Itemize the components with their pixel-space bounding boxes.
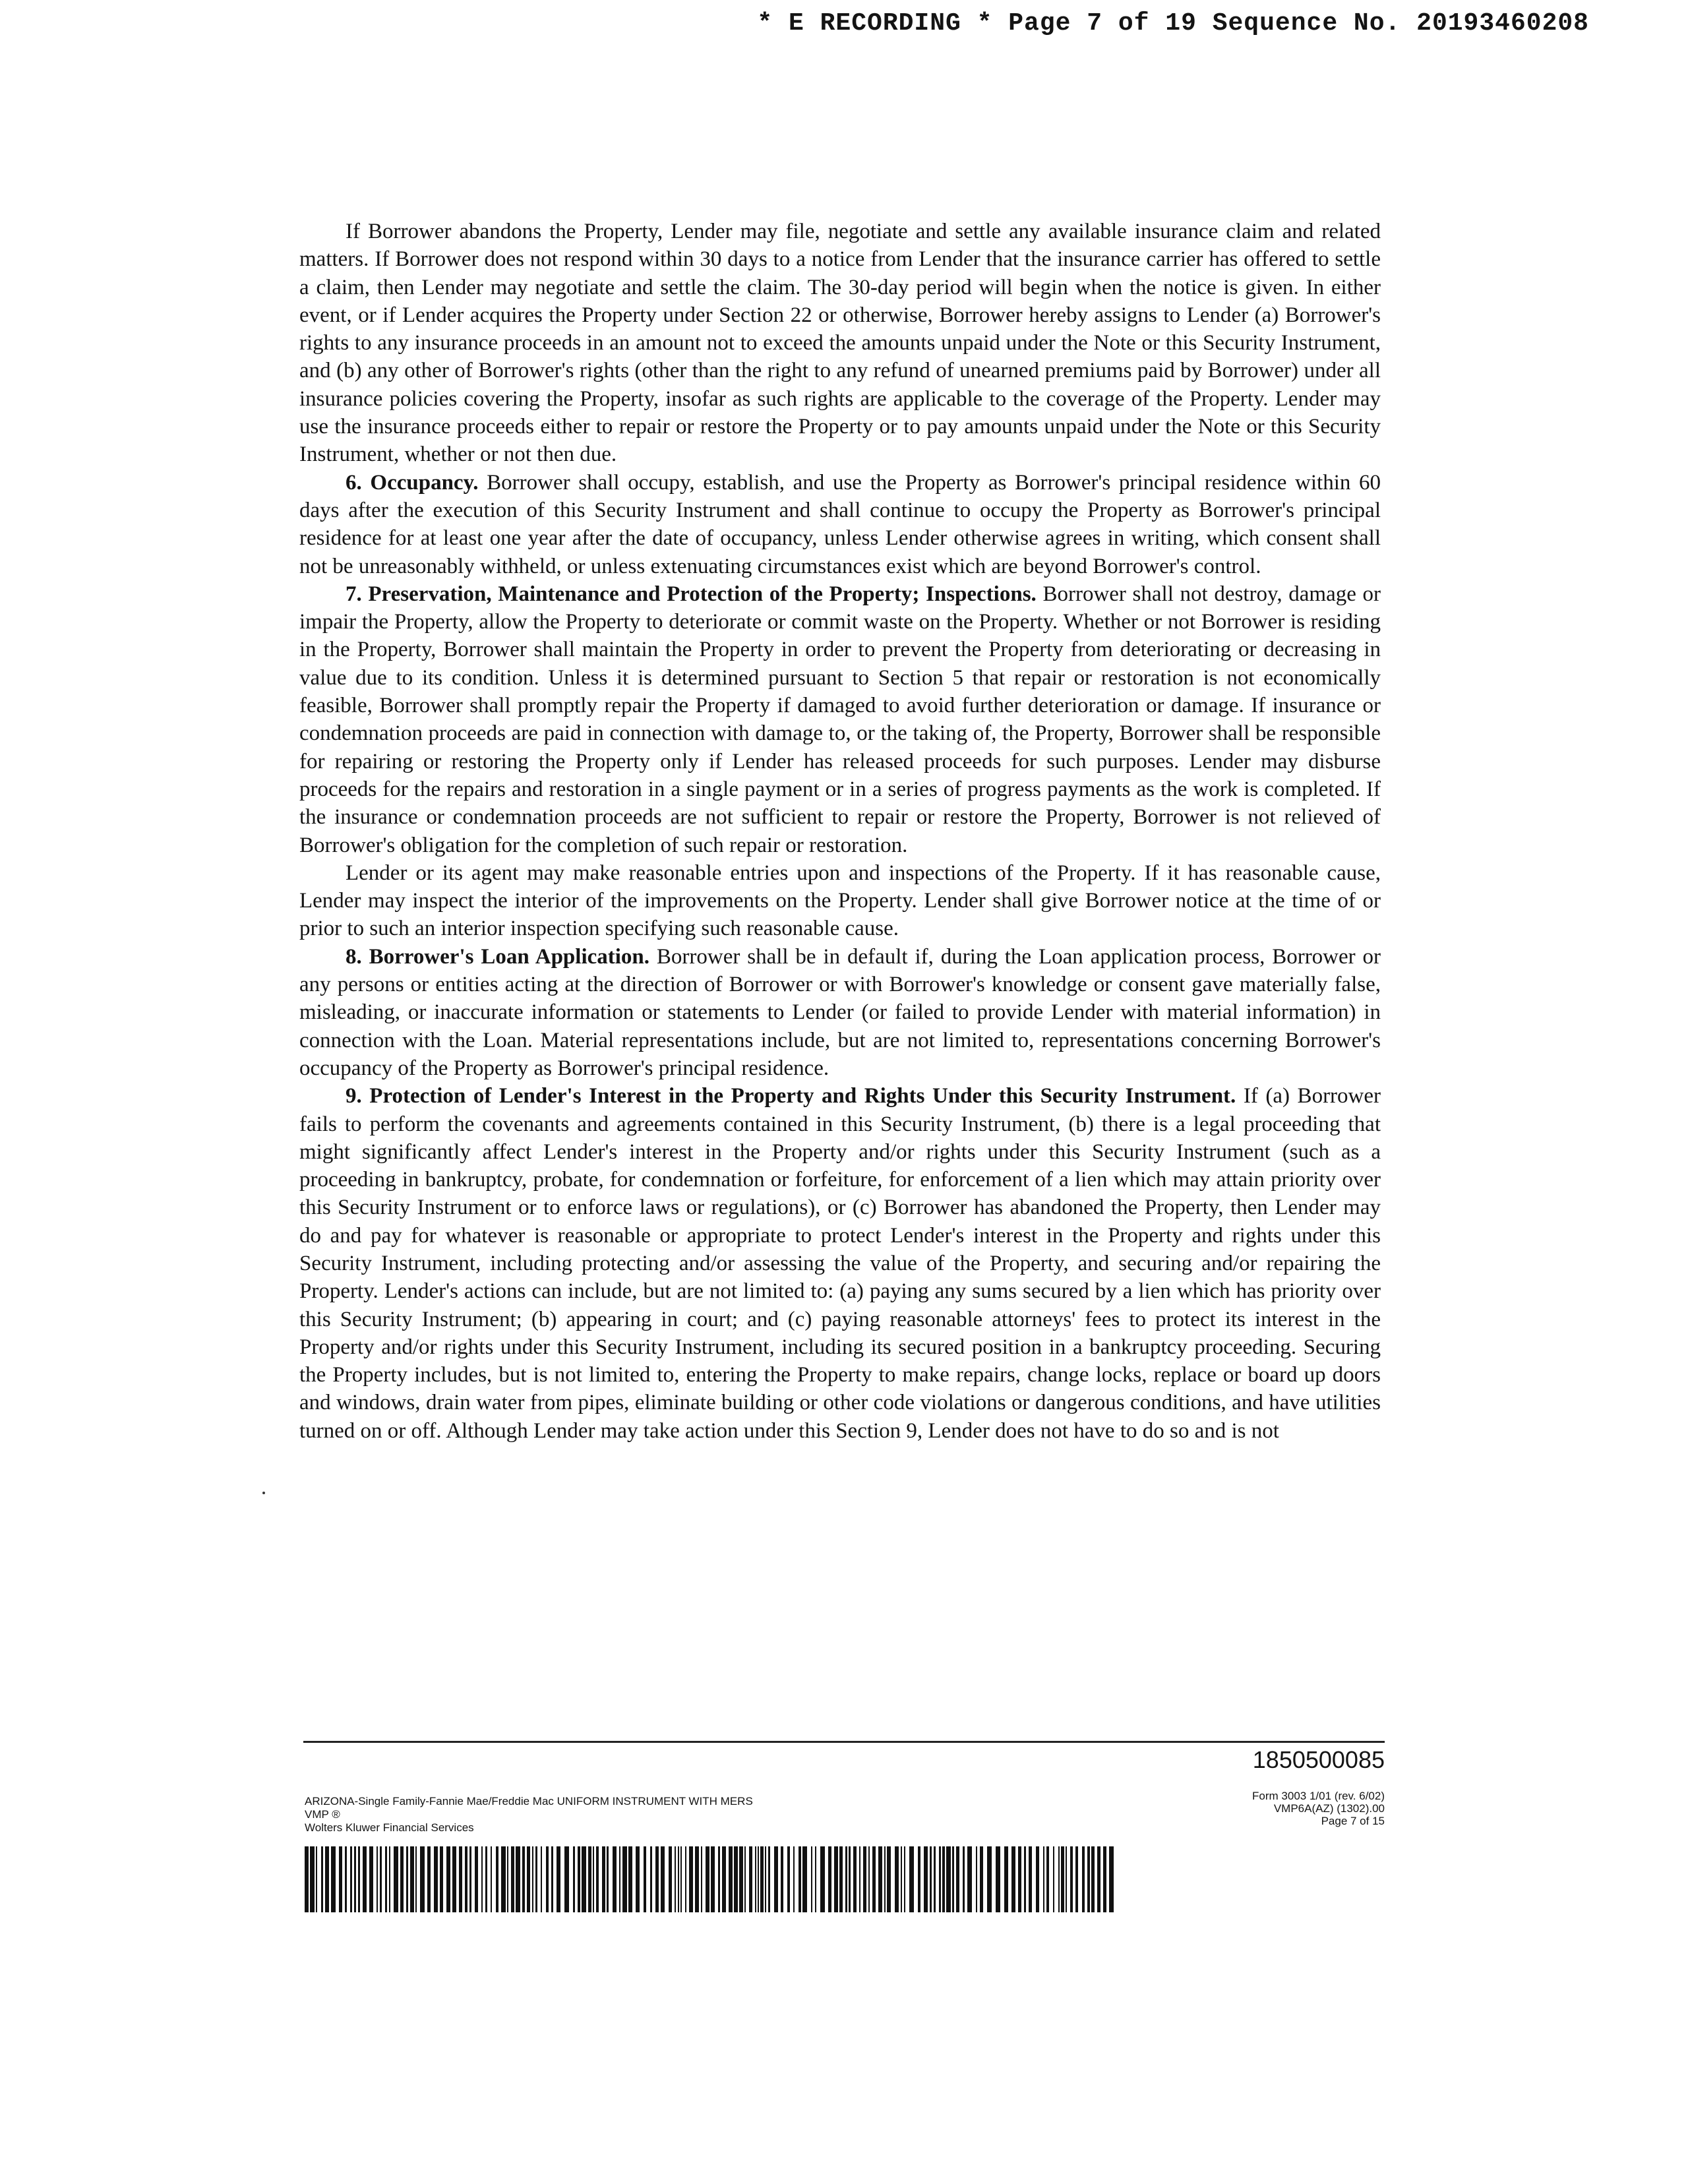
scan-artifact-dot — [262, 1492, 265, 1494]
form-number: Form 3003 1/01 (rev. 6/02) — [1252, 1790, 1385, 1802]
loan-number: 1850500085 — [1252, 1746, 1385, 1773]
paragraph-preservation — [299, 580, 1381, 859]
paragraph-abandonment — [299, 218, 1381, 469]
paragraph-text: If Borrower abandons the Property, Lender may file, negotiate and settle any available insurance claim and related matters. If Borrower does not respond within 30 days to a notice from Lender that the insurance carrier has offered to settle a claim, then Lender may negotiate and settle the claim. The 30-day period will begin when the notice is given. In either event, or if Lender acquires the Property under Section 22 or otherwise, Borrower hereby assigns to Lender (a) Borrower's rights to any insurance proceeds in an amount not to exceed the amounts unpaid under the Note or this Security Instrument, and (b) any other of Borrower's rights (other than the right to any refund of unearned premiums paid by Borrower) under all insurance policies covering the Property, insofar as such rights are applicable to the coverage of the Property. Lender may use the insurance proceeds either to repair or restore the Property or to pay amounts unpaid under the Note or this Security Instrument, whether or not then due. — [299, 220, 1381, 467]
footer-divider — [303, 1741, 1385, 1743]
section-heading: 6. Occupancy. — [346, 470, 479, 495]
page-label: Page 7 of 15 — [1321, 1815, 1385, 1827]
vmp-mark: VMP ® — [305, 1808, 340, 1821]
paragraph-occupancy — [299, 469, 1381, 580]
paragraph-inspections — [299, 859, 1381, 943]
paragraph-loan-application — [299, 943, 1381, 1082]
form-title: ARIZONA-Single Family-Fannie Mae/Freddie Mac UNIFORM INSTRUMENT WITH MERS — [305, 1795, 753, 1807]
paragraph-text: Borrower shall occupy, establish, and use the Property as Borrower's principal residence within 60 days after the execution of this Security Instrument and shall continue to occupy the Property as Borrower's principal residence for at least one year after the date of occupancy, unless Lender otherwise agrees in writing, which consent shall not be unreasonably withheld, or unless extenuating circumstances exist which are beyond Borrower's control. — [299, 470, 1381, 578]
barcode — [305, 1846, 1117, 1912]
paragraph-text: Borrower shall be in default if, during the Loan application process, Borrower or any persons or entities acting at the direction of Borrower or with Borrower's knowledge or consent gave materially false, misleading, or inaccurate information or statements to Lender (or failed to provide Lender with material information) in connection with the Loan. Material representations include, but are not limited to, representations concerning Borrower's occupancy of the Property as Borrower's principal residence. — [299, 944, 1381, 1080]
paragraph-text: If (a) Borrower fails to perform the covenants and agreements contained in this Security Instrument, (b) there is a legal proceeding that might significantly affect Lender's interest in the Property and/or rights under this Security Instrument (such as a proceeding in bankruptcy, probate, for condemnation or forfeiture, for enforcement of a lien which may attain priority over this Security Instrument or to enforce laws or regulations), or (c) Borrower has abandoned the Property, then Lender may do and pay for whatever is reasonable or appropriate to protect Lender's interest in the Property and rights under this Security Instrument, including protecting and/or assessing the value of the Property, and securing and/or repairing the Property. Lender's actions can include, but are not limited to: (a) paying any sums secured by a lien which has priority over this Security Instrument; (b) appearing in court; and (c) paying reasonable attorneys' fees to protect its interest in the Property and/or rights under this Security Instrument, including its secured position in a bankruptcy proceeding. Securing the Property includes, but is not limited to, entering the Property to make repairs, change locks, replace or board up doors and windows, drain water from pipes, eliminate building or other code violations or dangerous conditions, and have utilities turned on or off. Although Lender may take action under this Section 9, Lender does not have to do so and is not — [299, 1084, 1381, 1443]
document-body — [299, 218, 1381, 1445]
footer-form-codes — [1252, 1790, 1385, 1827]
section-heading: 9. Protection of Lender's Interest in the Property and Rights Under this Security Instrument. — [346, 1084, 1236, 1108]
section-heading: 7. Preservation, Maintenance and Protection of the Property; Inspections. — [346, 582, 1037, 606]
footer-form-info — [305, 1795, 753, 1835]
paragraph-text: Borrower shall not destroy, damage or impair the Property, allow the Property to deteriorate or commit waste on the Property. Whether or not Borrower is residing in the Property, Borrower shall maintain the Property in order to prevent the Property from deteriorating or decreasing in value due to its condition. Unless it is determined pursuant to Section 5 that repair or restoration is not economically feasible, Borrower shall promptly repair the Property if damaged to avoid further deterioration or damage. If insurance or condemnation proceeds are paid in connection with damage to, or the taking of, the Property, Borrower shall be responsible for repairing or restoring the Property only if Lender has released proceeds for such purposes. Lender may disburse proceeds for the repairs and restoration in a single payment or in a series of progress payments as the work is completed. If the insurance or condemnation proceeds are not sufficient to repair or restore the Property, Borrower is not relieved of Borrower's obligation for the completion of such repair or restoration. — [299, 582, 1381, 857]
section-heading: 8. Borrower's Loan Application. — [346, 944, 650, 969]
publisher-name: Wolters Kluwer Financial Services — [305, 1821, 474, 1834]
paragraph-protection — [299, 1082, 1381, 1445]
recording-header: * E RECORDING * Page 7 of 19 Sequence No. 20193460208 — [757, 9, 1589, 38]
paragraph-text: Lender or its agent may make reasonable entries upon and inspections of the Property. If it has reasonable cause, Lender may inspect the interior of the improvements on the Property. Lender shall give Borrower notice at the time of or prior to such an interior inspection specifying such reasonable cause. — [299, 861, 1381, 941]
vmp-code: VMP6A(AZ) (1302).00 — [1273, 1802, 1385, 1815]
